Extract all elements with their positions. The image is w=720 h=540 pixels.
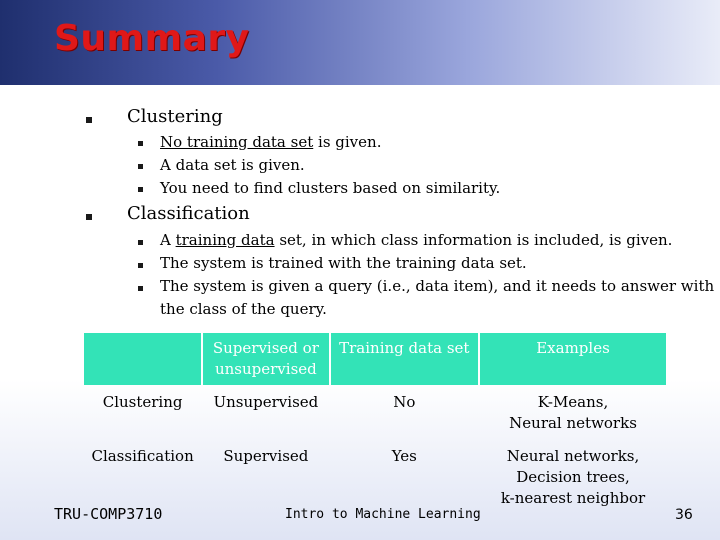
- table-cell: Clustering: [102, 393, 183, 411]
- sub-bullet-item: You need to find clusters based on similarity.: [160, 179, 501, 197]
- bullet-square-icon: [86, 117, 92, 123]
- page-number: 36: [675, 507, 693, 523]
- table-cell: Neural networks, Decision trees, k-nearest neighbor: [500, 447, 646, 507]
- footer-topic: Intro to Machine Learning: [285, 507, 481, 522]
- table-cell: Unsupervised: [213, 393, 319, 411]
- sub-bullet-square-icon: [138, 286, 143, 291]
- sub-bullet-square-icon: [138, 263, 143, 268]
- bullet-classification: Classification: [127, 203, 250, 224]
- table-header-cell: [84, 333, 201, 385]
- sub-bullet-item: No training data set is given.: [160, 133, 382, 151]
- bullet-clustering: Clustering: [127, 106, 223, 127]
- table-cell: No: [393, 393, 416, 411]
- sub-bullet-item: A data set is given.: [160, 156, 305, 174]
- sub-bullet-item: A training data set, in which class information is included, is given.: [160, 231, 673, 249]
- sub-bullet-item: The system is given a query (i.e., data item), and it needs to answer with the class of the query.: [160, 277, 715, 318]
- table-cell: Classification: [91, 447, 194, 465]
- table-header-cell: Supervised or unsupervised: [203, 333, 328, 385]
- sub-bullet-square-icon: [138, 141, 143, 146]
- table-cell: K-Means, Neural networks: [509, 393, 637, 432]
- footer-course: TRU-COMP3710: [54, 505, 163, 523]
- summary-table: [82, 331, 668, 516]
- sub-bullet-square-icon: [138, 164, 143, 169]
- table-header-row: [84, 333, 666, 385]
- table-header-cell: Examples: [480, 333, 666, 385]
- table-cell: Supervised: [223, 447, 309, 465]
- slide-title: Summary: [54, 18, 250, 59]
- table-cell: Yes: [391, 447, 417, 465]
- bullet-square-icon: [86, 214, 92, 220]
- sub-bullet-item: The system is trained with the training data set.: [160, 254, 527, 272]
- sub-bullet-square-icon: [138, 187, 143, 192]
- table-row: [84, 387, 666, 439]
- sub-bullet-square-icon: [138, 240, 143, 245]
- table-header-cell: Training data set: [331, 333, 479, 385]
- table-row: [84, 441, 666, 514]
